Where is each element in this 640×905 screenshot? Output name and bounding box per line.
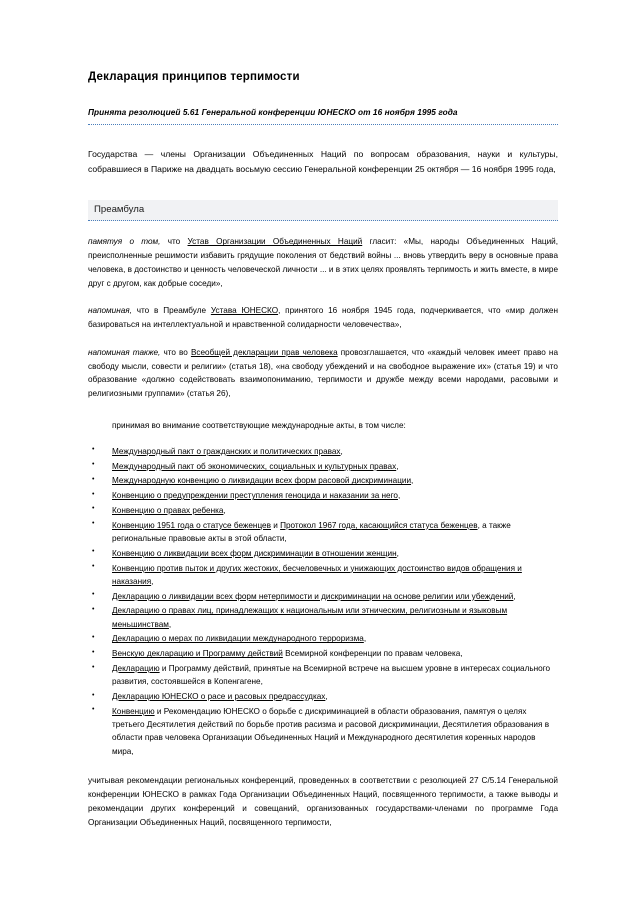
list-item <box>88 474 558 487</box>
paragraph-text-before-link: что во <box>160 347 191 357</box>
link-universal-declaration-human-rights[interactable]: Всеобщей декларации прав человека <box>190 347 338 357</box>
list-item-tail: , <box>396 548 399 558</box>
link-act[interactable]: Декларацию о правах лиц, принадлежащих к национальным или этническим, религиозным и языковым меньшинствам <box>112 606 508 629</box>
page-title: Декларация принципов терпимости <box>88 71 300 83</box>
paragraph-lead-italic: памятуя о том, <box>88 237 161 247</box>
header-divider <box>88 124 558 125</box>
list-item <box>88 519 558 546</box>
list-item <box>88 705 558 758</box>
paragraph-text-after-link: , принятого 16 ноября 1945 года, подчеркивается, что «мир должен базироваться на интеллектуальной и нравственной солидарности человечества», <box>88 306 558 330</box>
list-item <box>88 662 558 689</box>
list-item-tail: , <box>325 692 328 702</box>
link-act[interactable]: Конвенцию о правах ребенка <box>112 505 224 515</box>
list-item-tail: , а также региональные правовые акты в этой области, <box>112 520 511 543</box>
section-heading-preamble: Преамбула <box>88 200 558 221</box>
link-act[interactable]: Конвенцию 1951 года о статусе беженцев <box>112 520 271 530</box>
list-item <box>88 632 558 645</box>
link-act[interactable]: Конвенцию против пыток и других жестоких, бесчеловечных и унижающих достоинство видов обращения и наказания <box>112 563 522 586</box>
acts-intro-rest: соответствующие международные акты, в том числе: <box>199 421 406 431</box>
preamble-paragraph-3 <box>88 346 558 401</box>
list-item-tail: , <box>151 576 154 586</box>
closing-lead-italic: учитывая <box>88 776 124 785</box>
link-act[interactable]: Международный пакт об экономических, социальных и культурных правах <box>112 461 397 471</box>
link-act[interactable]: Декларацию <box>112 664 160 674</box>
list-item-tail: и Программу действий, принятые на Всемирной встрече на высшем уровне в интересах социального развития, состоявшейся в Копенгагене, <box>112 664 551 687</box>
link-unesco-constitution[interactable]: Устава ЮНЕСКО <box>210 306 279 316</box>
paragraph-lead-italic: напоминая также, <box>88 347 161 357</box>
acts-intro-italic: принимая во внимание <box>112 421 200 431</box>
list-item <box>88 590 558 603</box>
list-item <box>88 460 558 473</box>
link-act[interactable]: Венскую декларацию и Программу действий <box>112 649 283 659</box>
list-item <box>88 604 558 631</box>
link-act[interactable]: Международную конвенцию о ликвидации всех форм расовой дискриминации <box>112 476 412 486</box>
list-item <box>88 647 558 660</box>
link-act[interactable]: Международный пакт о гражданских и политических правах <box>112 446 341 456</box>
acts-list-intro <box>88 419 558 433</box>
closing-rest: рекомендации региональных конференций, проведенных в соответствии с резолюцией 27 C/5.14 Генеральной конференции ЮНЕСКО в рамках Года Организации Объединенных Наций, посвященного терпимости, а также выводы и рекомендации других конференций и совещаний, организованных государствами-членами по программе Года Организации Объединенных Наций, посвященного терпимости, <box>88 776 558 827</box>
closing-paragraph <box>88 774 558 830</box>
link-un-charter[interactable]: Устав Организации Объединенных Наций <box>187 237 363 247</box>
document-subtitle: Принята резолюцией 5.61 Генеральной конференции ЮНЕСКО от 16 ноября 1995 года <box>88 106 458 117</box>
list-item <box>88 489 558 502</box>
paragraph-text-after-link: провозглашается, что «каждый человек имеет право на свободу мысли, совести и религии» (статья 18), «на свободу убеждений и на свободное выражение их» (статья 19) и что образование «должно содействовать взаимопониманию, терпимости и дружбе между всеми народами, расовыми и религиозными группами» (статья 26), <box>88 347 558 399</box>
list-item-tail: и Рекомендацию ЮНЕСКО о борьбе с дискриминацией в области образования, <box>154 706 462 716</box>
list-item <box>88 504 558 517</box>
list-item <box>88 445 558 458</box>
list-item-extra-italic: памятуя <box>463 706 496 716</box>
list-item-mid: и <box>270 520 281 530</box>
list-item-tail: , <box>396 461 399 471</box>
paragraph-text-after-link: гласит: «Мы, народы Объединенных Наций, преисполненные решимости избавить грядущие поколения от бедствий войны ... вновь утвердить веру в основные права человека, в достоинство и ценность человеческой личности ... и в этих целях проявлять терпимость и жить вместе, в мире друг с другом, как добрые соседи», <box>88 237 558 288</box>
list-item <box>88 547 558 560</box>
paragraph-lead-italic: напоминая, <box>88 306 132 316</box>
preamble-paragraph-2 <box>88 304 558 332</box>
link-act[interactable]: Конвенцию о ликвидации всех форм дискриминации в отношении женщин <box>112 548 397 558</box>
list-item-tail: , <box>397 491 401 501</box>
list-item-tail: , <box>363 634 367 644</box>
list-item-tail: , <box>223 505 226 515</box>
international-acts-list <box>88 445 558 758</box>
link-act[interactable]: Декларацию ЮНЕСКО о расе и расовых предрассудках <box>112 692 326 702</box>
link-act[interactable]: Декларацию о мерах по ликвидации международного терроризма <box>112 634 364 644</box>
link-act-secondary[interactable]: Протокол 1967 года, касающийся статуса беженцев <box>280 520 478 530</box>
paragraph-text-before-link: что в Преамбуле <box>131 306 211 316</box>
list-item-tail: , <box>411 476 414 486</box>
link-act[interactable]: Конвенцию о предупреждении преступления геноцида и наказании за него <box>112 491 398 501</box>
lead-paragraph: Государства — члены Организации Объединенных Наций по вопросам образования, науки и культуры, собравшиеся в Париже на двадцать восьмую сессию Генеральной конференции 25 октября — 16 ноября 1995 года, <box>88 148 558 174</box>
list-item-extra-tail: о целях третьего Десятилетия действий по борьбе против расизма и расовой дискриминации, Десятилетия образования в области прав человека Организации Объединенных Наций и Международного десятилетия коренных народов мира, <box>112 706 550 756</box>
list-item-tail: Всемирной конференции по правам человека, <box>282 649 463 659</box>
paragraph-text-before-link: что <box>160 237 188 247</box>
list-item-tail: , <box>513 591 516 601</box>
list-item-tail: , <box>168 619 172 629</box>
list-item <box>88 690 558 703</box>
link-act[interactable]: Декларацию о ликвидации всех форм нетерпимости и дискриминации на основе религии или убеждений <box>112 591 514 601</box>
list-item-tail: , <box>340 446 343 456</box>
preamble-paragraph-1 <box>88 235 558 290</box>
list-item <box>88 562 558 589</box>
link-act[interactable]: Конвенцию <box>112 706 155 716</box>
